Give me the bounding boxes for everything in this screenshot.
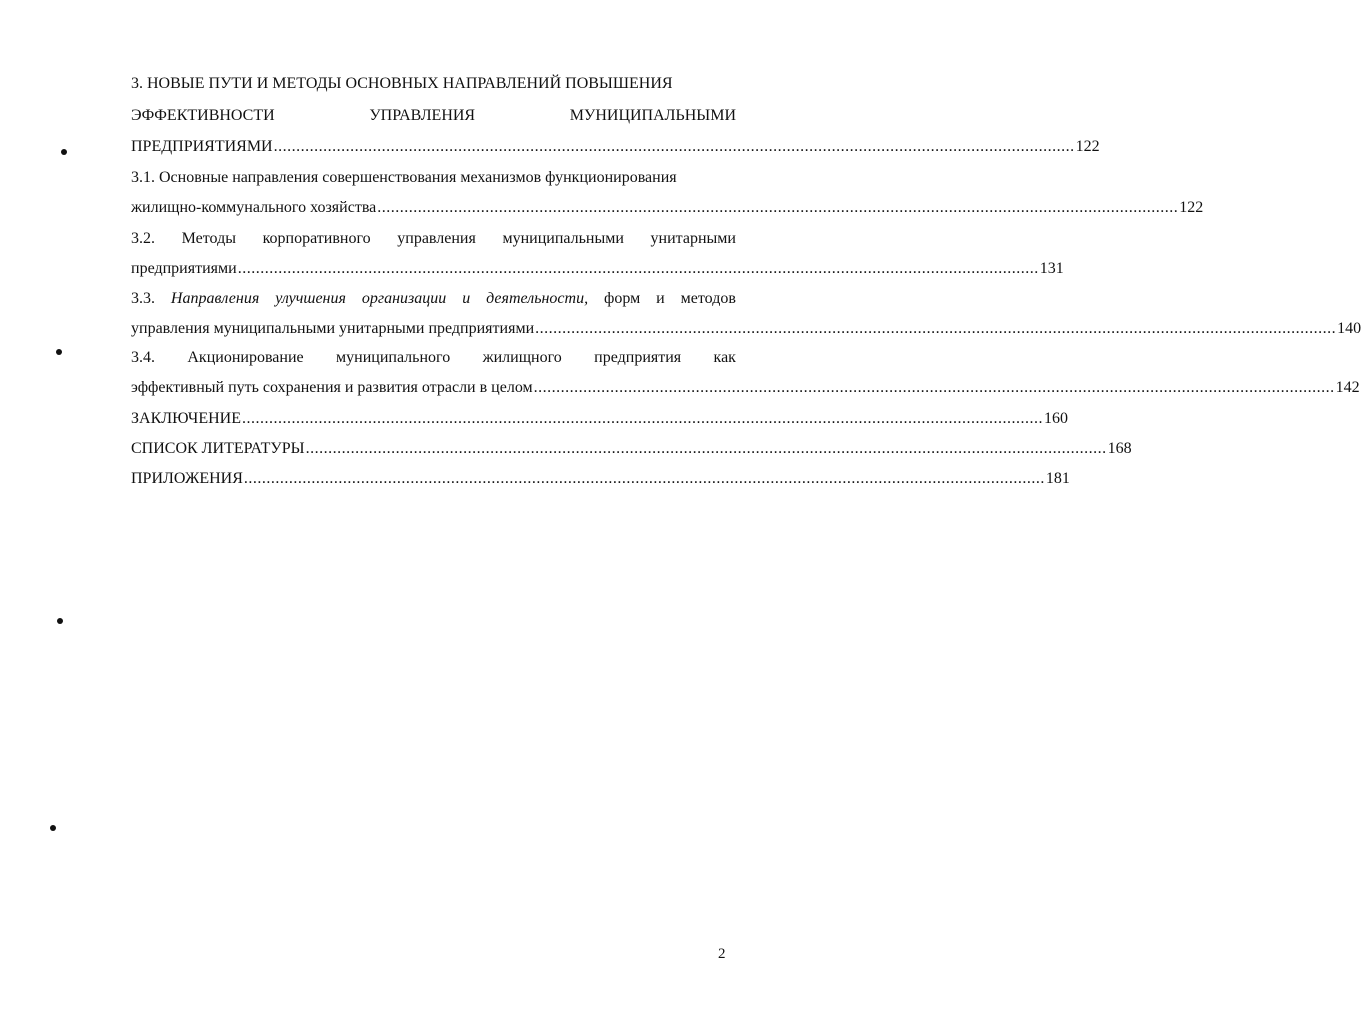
toc-word: УПРАВЛЕНИЯ	[369, 107, 476, 124]
toc-entry-appendices[interactable]	[131, 469, 1070, 489]
toc-page-number: 181	[1045, 470, 1070, 487]
margin-dot	[61, 149, 67, 155]
toc-entry-s34[interactable]	[131, 378, 1360, 398]
toc-word: предприятия	[594, 349, 682, 366]
toc-word: и	[656, 290, 665, 307]
toc-word: 3.4.	[131, 349, 155, 366]
leader-dots: ..................................................................................................................................................................................	[237, 260, 1039, 277]
toc-word: Направления	[170, 290, 260, 307]
leader-dots: ..................................................................................................................................................................................	[241, 410, 1043, 427]
toc-entry-label: управления муниципальными унитарными предприятиями	[131, 320, 535, 337]
toc-word: Акционирование	[187, 349, 304, 366]
toc-word: муниципального	[336, 349, 451, 366]
leader-dots: ..................................................................................................................................................................................	[243, 470, 1045, 487]
toc-page-number: 122	[1179, 199, 1204, 216]
toc-page-number: 168	[1107, 440, 1132, 457]
toc-entry-label: жилищно-коммунального хозяйства	[131, 199, 377, 216]
toc-entry-s31[interactable]	[131, 198, 1204, 218]
leader-dots: ..................................................................................................................................................................................	[305, 440, 1107, 457]
toc-entry-bibliography[interactable]	[131, 439, 1132, 459]
toc-entry-conclusion[interactable]	[131, 409, 1068, 429]
toc-word: методов	[680, 290, 736, 307]
toc-word: Методы	[181, 230, 236, 247]
leader-dots: ..................................................................................................................................................................................	[377, 199, 1179, 216]
toc-word: 3.2.	[131, 230, 155, 247]
toc-word: деятельности,	[486, 290, 589, 307]
margin-dot	[56, 349, 62, 355]
toc-word: МУНИЦИПАЛЬНЫМИ	[569, 107, 736, 124]
toc-word: организации	[361, 290, 447, 307]
toc-page-number: 142	[1335, 379, 1360, 396]
toc-s32-line1	[131, 229, 736, 249]
toc-word: жилищного	[482, 349, 562, 366]
toc-word: как	[713, 349, 736, 366]
leader-dots: ..................................................................................................................................................................................	[535, 320, 1337, 337]
toc-word: улучшения	[275, 290, 346, 307]
margin-dot	[50, 825, 56, 831]
toc-word: ЭФФЕКТИВНОСТИ	[131, 107, 275, 124]
toc-entry-s32[interactable]	[131, 259, 1064, 279]
leader-dots: ..................................................................................................................................................................................	[533, 379, 1335, 396]
toc-chapter3-line2	[131, 106, 736, 126]
toc-word: 3.3.	[131, 290, 155, 307]
margin-dot	[57, 618, 63, 624]
toc-entry-label: ЗАКЛЮЧЕНИЕ	[131, 410, 241, 427]
toc-entry-label: эффективный путь сохранения и развития отрасли в целом	[131, 379, 533, 396]
toc-word: корпоративного	[262, 230, 371, 247]
toc-s34-line1	[131, 348, 736, 368]
toc-word: унитарными	[650, 230, 736, 247]
toc-entry-label: СПИСОК ЛИТЕРАТУРЫ	[131, 440, 305, 457]
toc-chapter3-line1: 3. НОВЫЕ ПУТИ И МЕТОДЫ ОСНОВНЫХ НАПРАВЛЕНИЙ ПОВЫШЕНИЯ	[131, 75, 673, 92]
toc-word: управления	[397, 230, 476, 247]
toc-word: форм	[603, 290, 641, 307]
toc-page-number: 122	[1075, 138, 1100, 155]
toc-page-number: 131	[1039, 260, 1064, 277]
leader-dots: ..................................................................................................................................................................................	[273, 138, 1075, 155]
toc-page-number: 140	[1337, 320, 1361, 337]
toc-entry-label: предприятиями	[131, 260, 237, 277]
toc-page-number: 160	[1043, 410, 1068, 427]
toc-entry-label: ПРИЛОЖЕНИЯ	[131, 470, 243, 487]
toc-word: и	[462, 290, 471, 307]
toc-s31-line1: 3.1. Основные направления совершенствования механизмов функционирования	[131, 169, 677, 186]
toc-word: муниципальными	[502, 230, 624, 247]
toc-s33-line1	[131, 289, 736, 309]
toc-entry-chapter3[interactable]	[131, 137, 1100, 157]
toc-entry-s33[interactable]	[131, 319, 1361, 339]
toc-entry-label: ПРЕДПРИЯТИЯМИ	[131, 138, 273, 155]
page-number: 2	[718, 946, 726, 962]
